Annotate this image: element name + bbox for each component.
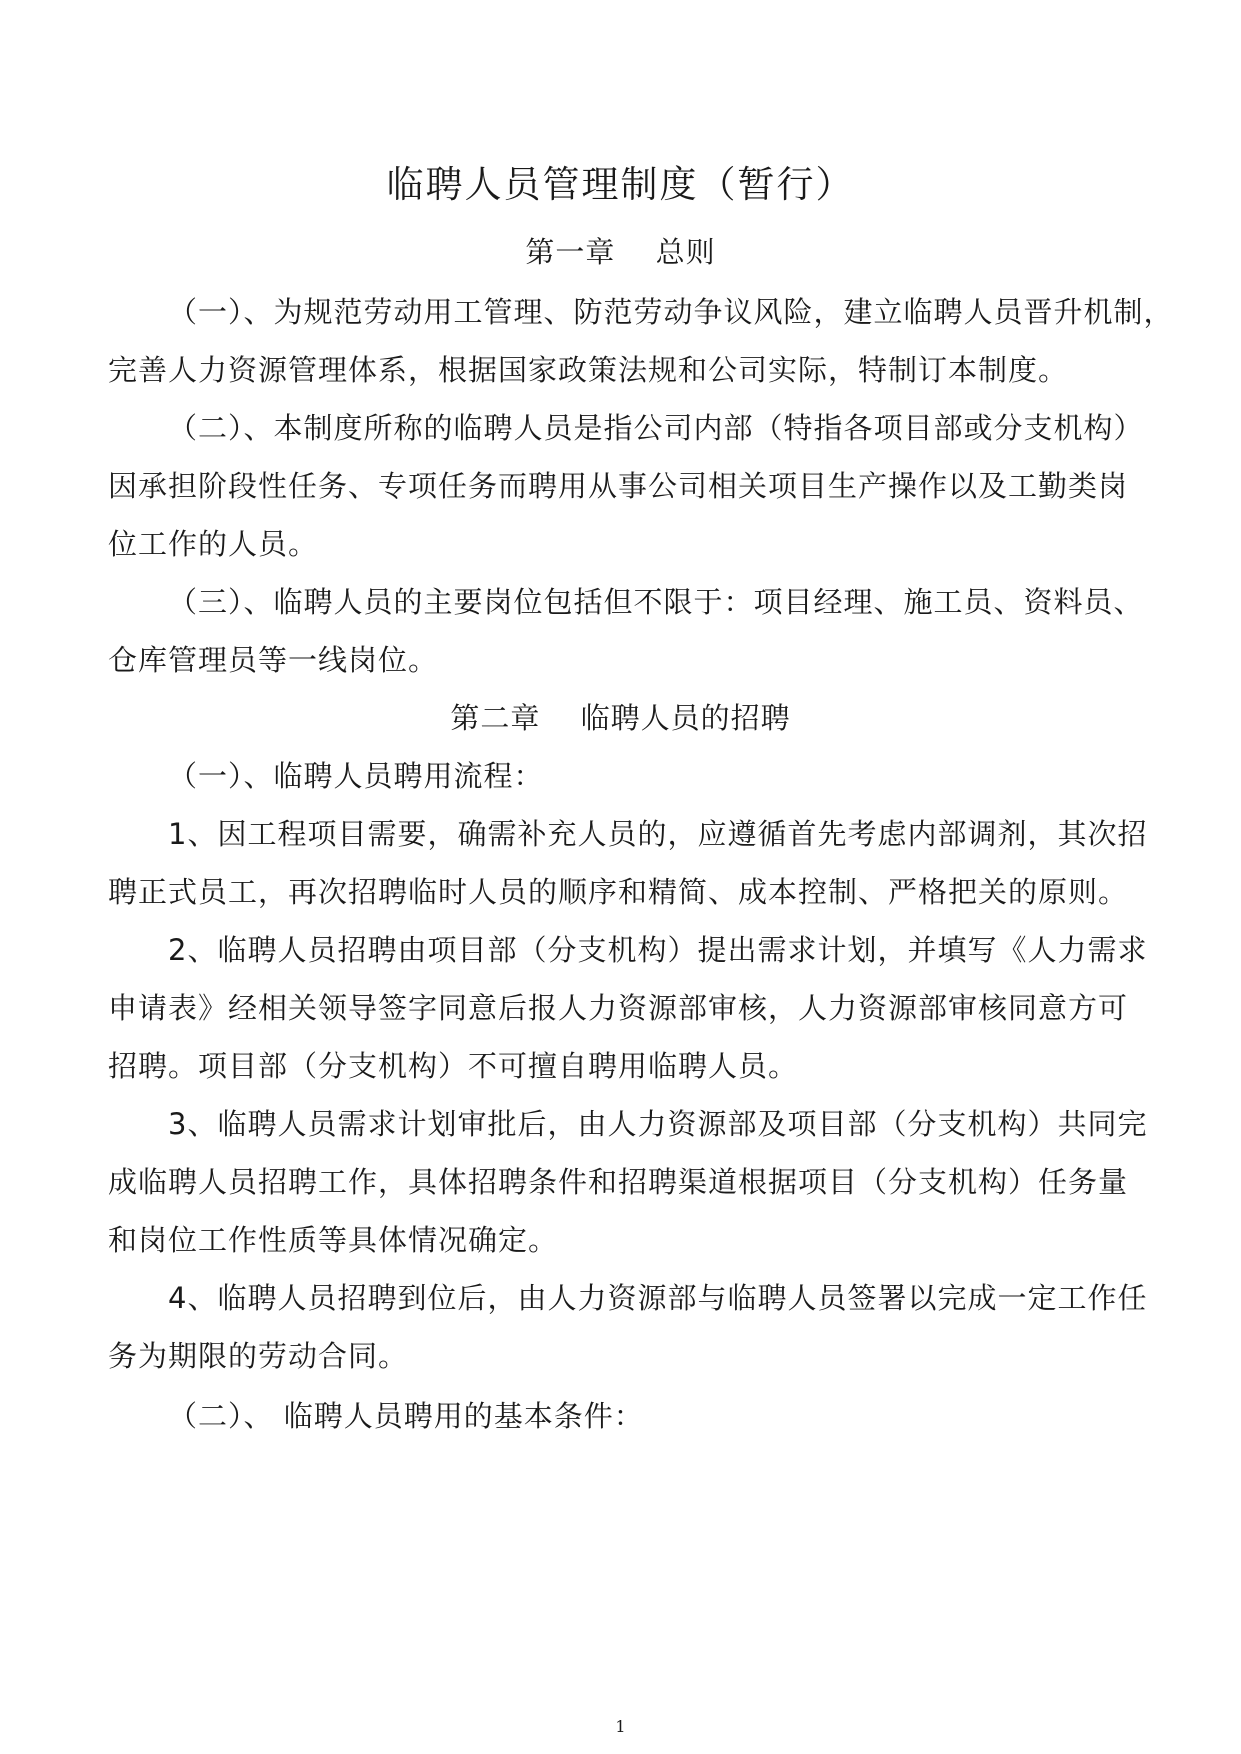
page-number: 1 <box>615 1717 626 1736</box>
item-1-line-1: 1、因工程项目需要，确需补充人员的，应遵循首先考虑内部调剂，其次招 <box>168 817 1148 851</box>
item-2-line-3: 招聘。项目部（分支机构）不可擅自聘用临聘人员。 <box>108 1049 799 1083</box>
chapter-heading-2: 第二章 临聘人员的招聘 <box>450 701 791 735</box>
section-1-heading: （一）、临聘人员聘用流程： <box>168 759 544 793</box>
item-3-line-1: 3、临聘人员需求计划审批后，由人力资源部及项目部（分支机构）共同完 <box>168 1107 1148 1141</box>
item-3-line-3: 和岗位工作性质等具体情况确定。 <box>108 1223 559 1257</box>
paragraph-2-line-3: 位工作的人员。 <box>108 527 319 561</box>
paragraph-2-line-1: （二）、本制度所称的临聘人员是指公司内部（特指各项目部或分支机构） <box>168 411 1144 445</box>
item-2-line-1: 2、临聘人员招聘由项目部（分支机构）提出需求计划，并填写《人力需求 <box>168 933 1148 967</box>
paragraph-3-line-2: 仓库管理员等一线岗位。 <box>108 643 439 677</box>
section-2-heading: （二）、 临聘人员聘用的基本条件： <box>168 1399 644 1433</box>
chapter-heading-1: 第一章 总则 <box>525 235 716 269</box>
item-2-line-2: 申请表》经相关领导签字同意后报人力资源部审核，人力资源部审核同意方可 <box>108 991 1129 1025</box>
paragraph-3-line-1: （三）、临聘人员的主要岗位包括但不限于：项目经理、施工员、资料员、 <box>168 585 1144 619</box>
item-1-line-2: 聘正式员工，再次招聘临时人员的顺序和精简、成本控制、严格把关的原则。 <box>108 875 1129 909</box>
item-3-line-2: 成临聘人员招聘工作，具体招聘条件和招聘渠道根据项目（分支机构）任务量 <box>108 1165 1129 1199</box>
paragraph-2-line-2: 因承担阶段性任务、专项任务而聘用从事公司相关项目生产操作以及工勤类岗 <box>108 469 1129 503</box>
paragraph-1-line-1: （一）、为规范劳动用工管理、防范劳动争议风险，建立临聘人员晋升机制， <box>168 295 1174 329</box>
item-4-line-2: 务为期限的劳动合同。 <box>108 1339 409 1373</box>
paragraph-1-line-2: 完善人力资源管理体系，根据国家政策法规和公司实际，特制订本制度。 <box>108 353 1069 387</box>
item-4-line-1: 4、临聘人员招聘到位后，由人力资源部与临聘人员签署以完成一定工作任 <box>168 1281 1148 1315</box>
document-title: 临聘人员管理制度（暂行） <box>386 163 855 206</box>
